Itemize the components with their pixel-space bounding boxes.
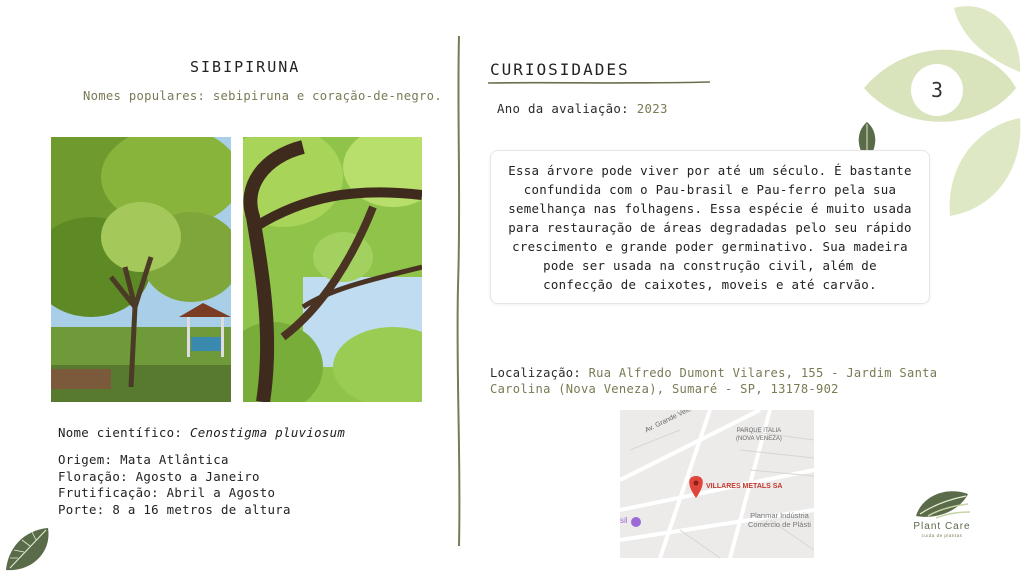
fact-flowering: Floração: Agosto a Janeiro — [58, 468, 260, 484]
fact-size: Porte: 8 a 16 metros de altura — [58, 501, 291, 517]
scientific-name-label: Nome científico: — [58, 425, 183, 440]
year-value: 2023 — [636, 101, 668, 116]
year-label: Ano da avaliação: — [497, 101, 629, 116]
tree-photo-branches — [243, 137, 422, 402]
location-label: Localização: — [490, 366, 581, 380]
logo-name: Plant Care — [913, 521, 971, 532]
tree-facts — [58, 452, 291, 518]
fact-origin: Origem: Mata Atlântica — [58, 452, 229, 467]
location — [490, 366, 970, 397]
plant-care-logo-icon — [912, 486, 972, 522]
fact-fruiting: Frutificação: Abril a Agosto — [58, 485, 276, 500]
page-number: 3 — [930, 78, 944, 102]
location-value: Rua Alfredo Dumont Vilares, 155 - Jardim Santa Carolina (Nova Veneza), Sumaré - SP, 13178-902 — [490, 366, 938, 396]
tree-photo-park — [51, 137, 231, 402]
section-title: CURIOSIDADES — [490, 60, 630, 79]
column-divider — [454, 36, 464, 546]
map-edge-label: sil — [620, 516, 628, 525]
title-underline — [488, 80, 713, 86]
leaf-icon — [2, 526, 52, 574]
scientific-name — [58, 425, 345, 442]
popular-names: Nomes populares: sebipiruna e coração-de-negro. — [83, 89, 442, 103]
description-text: Essa árvore pode viver por até um século. É bastante confundida com o Pau-brasil e Pau-ferro pela sua semelhança nas folhagens. Essa espécie é muito usada para restauração de áreas degradadas pelo seu rápido crescimento e grande poder germinativo. Sua madeira pode ser usada na construção civil, além de confecção de caixotes, moveis e até carvão. — [508, 163, 912, 292]
description-card — [490, 150, 930, 304]
logo-tagline: cuida de plantas — [921, 533, 963, 538]
map-pin-label: VILLARES METALS SA — [706, 483, 783, 490]
map-business-label: Planmar Indústria Comércio de Plásti — [748, 511, 811, 529]
evaluation-year — [497, 101, 668, 116]
scientific-name-value: Cenostigma pluviosum — [189, 425, 346, 440]
tree-title: SIBIPIRUNA — [190, 58, 301, 76]
location-map[interactable] — [620, 410, 814, 558]
map-district-label: PARQUE ITALIA (NOVA VENEZA) — [736, 428, 782, 442]
